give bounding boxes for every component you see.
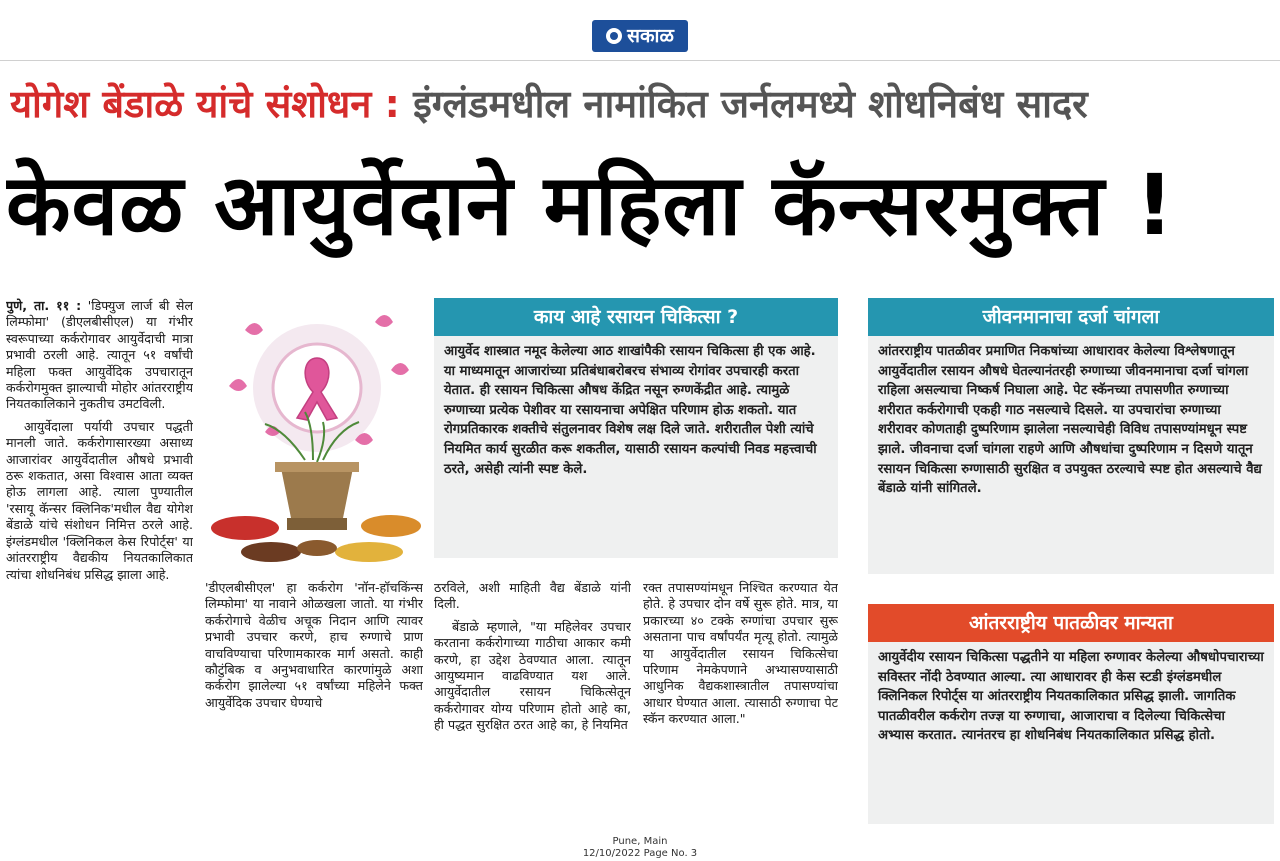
article-column-4 xyxy=(643,580,838,830)
top-divider xyxy=(0,60,1280,61)
recognition-box xyxy=(868,604,1274,824)
article-column-2 xyxy=(205,580,423,830)
page-footer xyxy=(520,836,760,860)
box-text: आयुर्वेद शास्त्रात नमूद केलेल्या आठ शाखांपैकी रसायन चिकित्सा ही एक आहे. या माध्यमातून आजारांच्या प्रतिबंधाबरोबरच संभाव्य रोगांवर उपचारही करता येतात. ही रसायन चिकित्सा औषध केंद्रित नसून रुग्णकेंद्रीत आहे. त्यामुळे रुग्णाच्या प्रत्येक पेशीवर या रसायनाचा अपेक्षित परिणाम होऊ शकतो. यात रोगप्रतिकारक शक्तीचे संतुलनावर विशेष लक्ष दिले जाते. शरीरातील पेशी त्यांचे नियमित कार्य सुरळीत करू शकतील, यासाठी रसायन कल्पांची निवड महत्त्वाची ठरते, असेही त्यांनी स्पष्ट केले. xyxy=(444,344,817,477)
box-title: आंतरराष्ट्रीय पातळीवर मान्यता xyxy=(868,604,1274,642)
article-paragraph: 'डीएलबीसीएल' हा कर्करोग 'नॉन-हॉचकिंन्स लिम्फोमा' या नावाने ओळखला जातो. या गंभीर कर्करोगाचे वेळीच अचूक निदान आणि त्यावर प्रभावी उपचार करणे, हाच रुग्णाचे प्राण वाचविण्याचा परिणामकारक मार्ग असतो. काही कौटुंबिक व अनुभवाधारित कारणांमुळे अशा कर्करोग झालेल्या ५१ वर्षांच्या महिलेने फक्त आयुर्वेदिक उपचार घेण्याचे xyxy=(205,580,423,710)
box-text: आयुर्वेदीय रसायन चिकित्सा पद्धतीने या महिला रुग्णावर केलेल्या औषधोपचाराच्या सविस्तर नोंदी ठेवण्यात आल्या. त्या आधारावर ही केस स्टडी इंग्लंडमधील क्लिनिकल रिपोर्ट्स या आंतरराष्ट्रीय नियतकालिकात प्रसिद्ध झाली. जागतिक पातळीवरील कर्करोग तज्ज्ञ या रुग्णाचा, आजाराचा व दिलेल्या चिकित्सेचा अभ्यास करतात. त्यानंतरच हा शोधनिबंध नियतकालिकात प्रसिद्ध होतो. xyxy=(878,650,1264,744)
article-column-1 xyxy=(6,298,193,830)
sakal-logo-icon xyxy=(606,28,622,44)
article-paragraph: आयुर्वेदाला पर्यायी उपचार पद्धती मानली जाते. कर्करोगासारख्या असाध्य आजारांवर आयुर्वेदातील औषधे प्रभावी ठरू शकतात, असा विश्वास आता व्यक्त होऊ लागला आहे. त्याला पुण्यातील 'रसायू कॅन्सर क्लिनिक'मधील वैद्य योगेश बेंडाळे यांचे संशोधन निमित्त ठरले आहे. इंग्लंडमधील 'क्लिनिकल केस रिपोर्ट्स' या आंतरराष्ट्रीय वैद्यकीय नियतकालिकात त्यांचा शोधनिबंध प्रसिद्ध झाला आहे. xyxy=(6,418,193,582)
masthead-logo xyxy=(592,20,688,52)
article-paragraph: बेंडाळे म्हणाले, "या महिलेवर उपचार करताना कर्करोगाच्या गाठीचा आकार कमी करणे, हा उद्देश ठेवण्यात आला. त्यातून आयुष्यमान वाढविण्यात यश आले. आयुर्वेदातील रसायन चिकित्सेतून कर्करोगावर योग्य परिणाम होतो आहे का, ही पद्धत सुरक्षित ठरत आहे का, हे नियमित xyxy=(434,618,631,733)
box-text: आंतरराष्ट्रीय पातळीवर प्रमाणित निकषांच्या आधारावर केलेल्या विश्लेषणातून आयुर्वेदातील रसायन औषधे घेतल्यानंतरही रुग्णाच्या जीवनमानाचा दर्जा चांगला राहिला असल्याचा निष्कर्ष निघाला आहे. पेट स्कॅनच्या तपासणीत रुग्णाच्या शरीरात कर्करोगाची एकही गाठ नसल्याचे दिसले. या उपचारांचा रुग्णाच्या शरीरावर कोणताही दुष्परिणाम झालेला नसल्याचेही विविध तपासण्यांमधून स्पष्ट झाले. जीवनाचा दर्जा चांगला राहणे आणि औषधांचा दुष्परिणाम न दिसणे यातून रसायन चिकित्सा रुग्णासाठी सुरक्षित व उपयुक्त ठरल्याचे स्पष्ट होत असल्याचे वैद्य बेंडाळे यांनी सांगितले. xyxy=(878,344,1262,497)
edition-label: Pune, Main xyxy=(612,836,668,847)
article-paragraph: ठरविले, अशी माहिती वैद्य बेंडाळे यांनी दिली. xyxy=(434,580,631,612)
date-page-label: 12/10/2022 Page No. 3 xyxy=(582,848,698,859)
box-title: काय आहे रसायन चिकित्सा ? xyxy=(434,298,838,336)
dateline: पुणे, ता. ११ : xyxy=(6,298,82,313)
kicker xyxy=(10,74,1272,134)
quality-of-life-box xyxy=(868,298,1274,574)
rasayan-box xyxy=(434,298,838,558)
kicker-rest: इंग्लंडमधील नामांकित जर्नलमध्ये शोधनिबंध सादर xyxy=(413,82,1088,126)
article-column-3 xyxy=(434,580,631,830)
masthead-name: सकाळ xyxy=(627,24,674,47)
paragraph-text: 'डिफ्युज लार्ज बी सेल लिम्फोमा' (डीएलबीसीएल) या गंभीर स्वरूपाच्या कर्करोगावर आयुर्वेदाची मात्रा प्रभावी ठरली आहे. त्यातून ५१ वर्षांची महिला फक्त आयुर्वेदिक उपचारातून कर्करोगमुक्त झाल्याची मोहोर आंतरराष्ट्रीय नियतकालिकाने नुकतीच उमटविली. xyxy=(6,298,193,412)
article-paragraph xyxy=(6,298,193,413)
headline: केवळ आयुर्वेदाने महिला कॅन्सरमुक्त ! xyxy=(6,156,1175,254)
box-title: जीवनमानाचा दर्जा चांगला xyxy=(868,298,1274,336)
article-paragraph: रक्त तपासण्यांमधून निश्चित करण्यात येत होते. हे उपचार दोन वर्षे सुरू होते. मात्र, या प्रकारच्या ४० टक्के रुग्णांचा उपचार सुरू असताना पाच वर्षांपर्यंत मृत्यू होतो. त्यामुळे या आयुर्वेदातील रसायन चिकित्सेचा परिणाम नेमकेपणाने अभ्यासण्यासाठी आधुनिक वैद्यकशास्त्रातील तपासण्यांचा आधार घेण्यात आला. त्यासाठी रुग्णाचा पेट स्कॅन करण्यात आला." xyxy=(643,580,838,727)
ayurveda-cancer-illustration xyxy=(205,300,425,572)
kicker-lead: योगेश बेंडाळे यांचे संशोधन : xyxy=(10,82,400,126)
